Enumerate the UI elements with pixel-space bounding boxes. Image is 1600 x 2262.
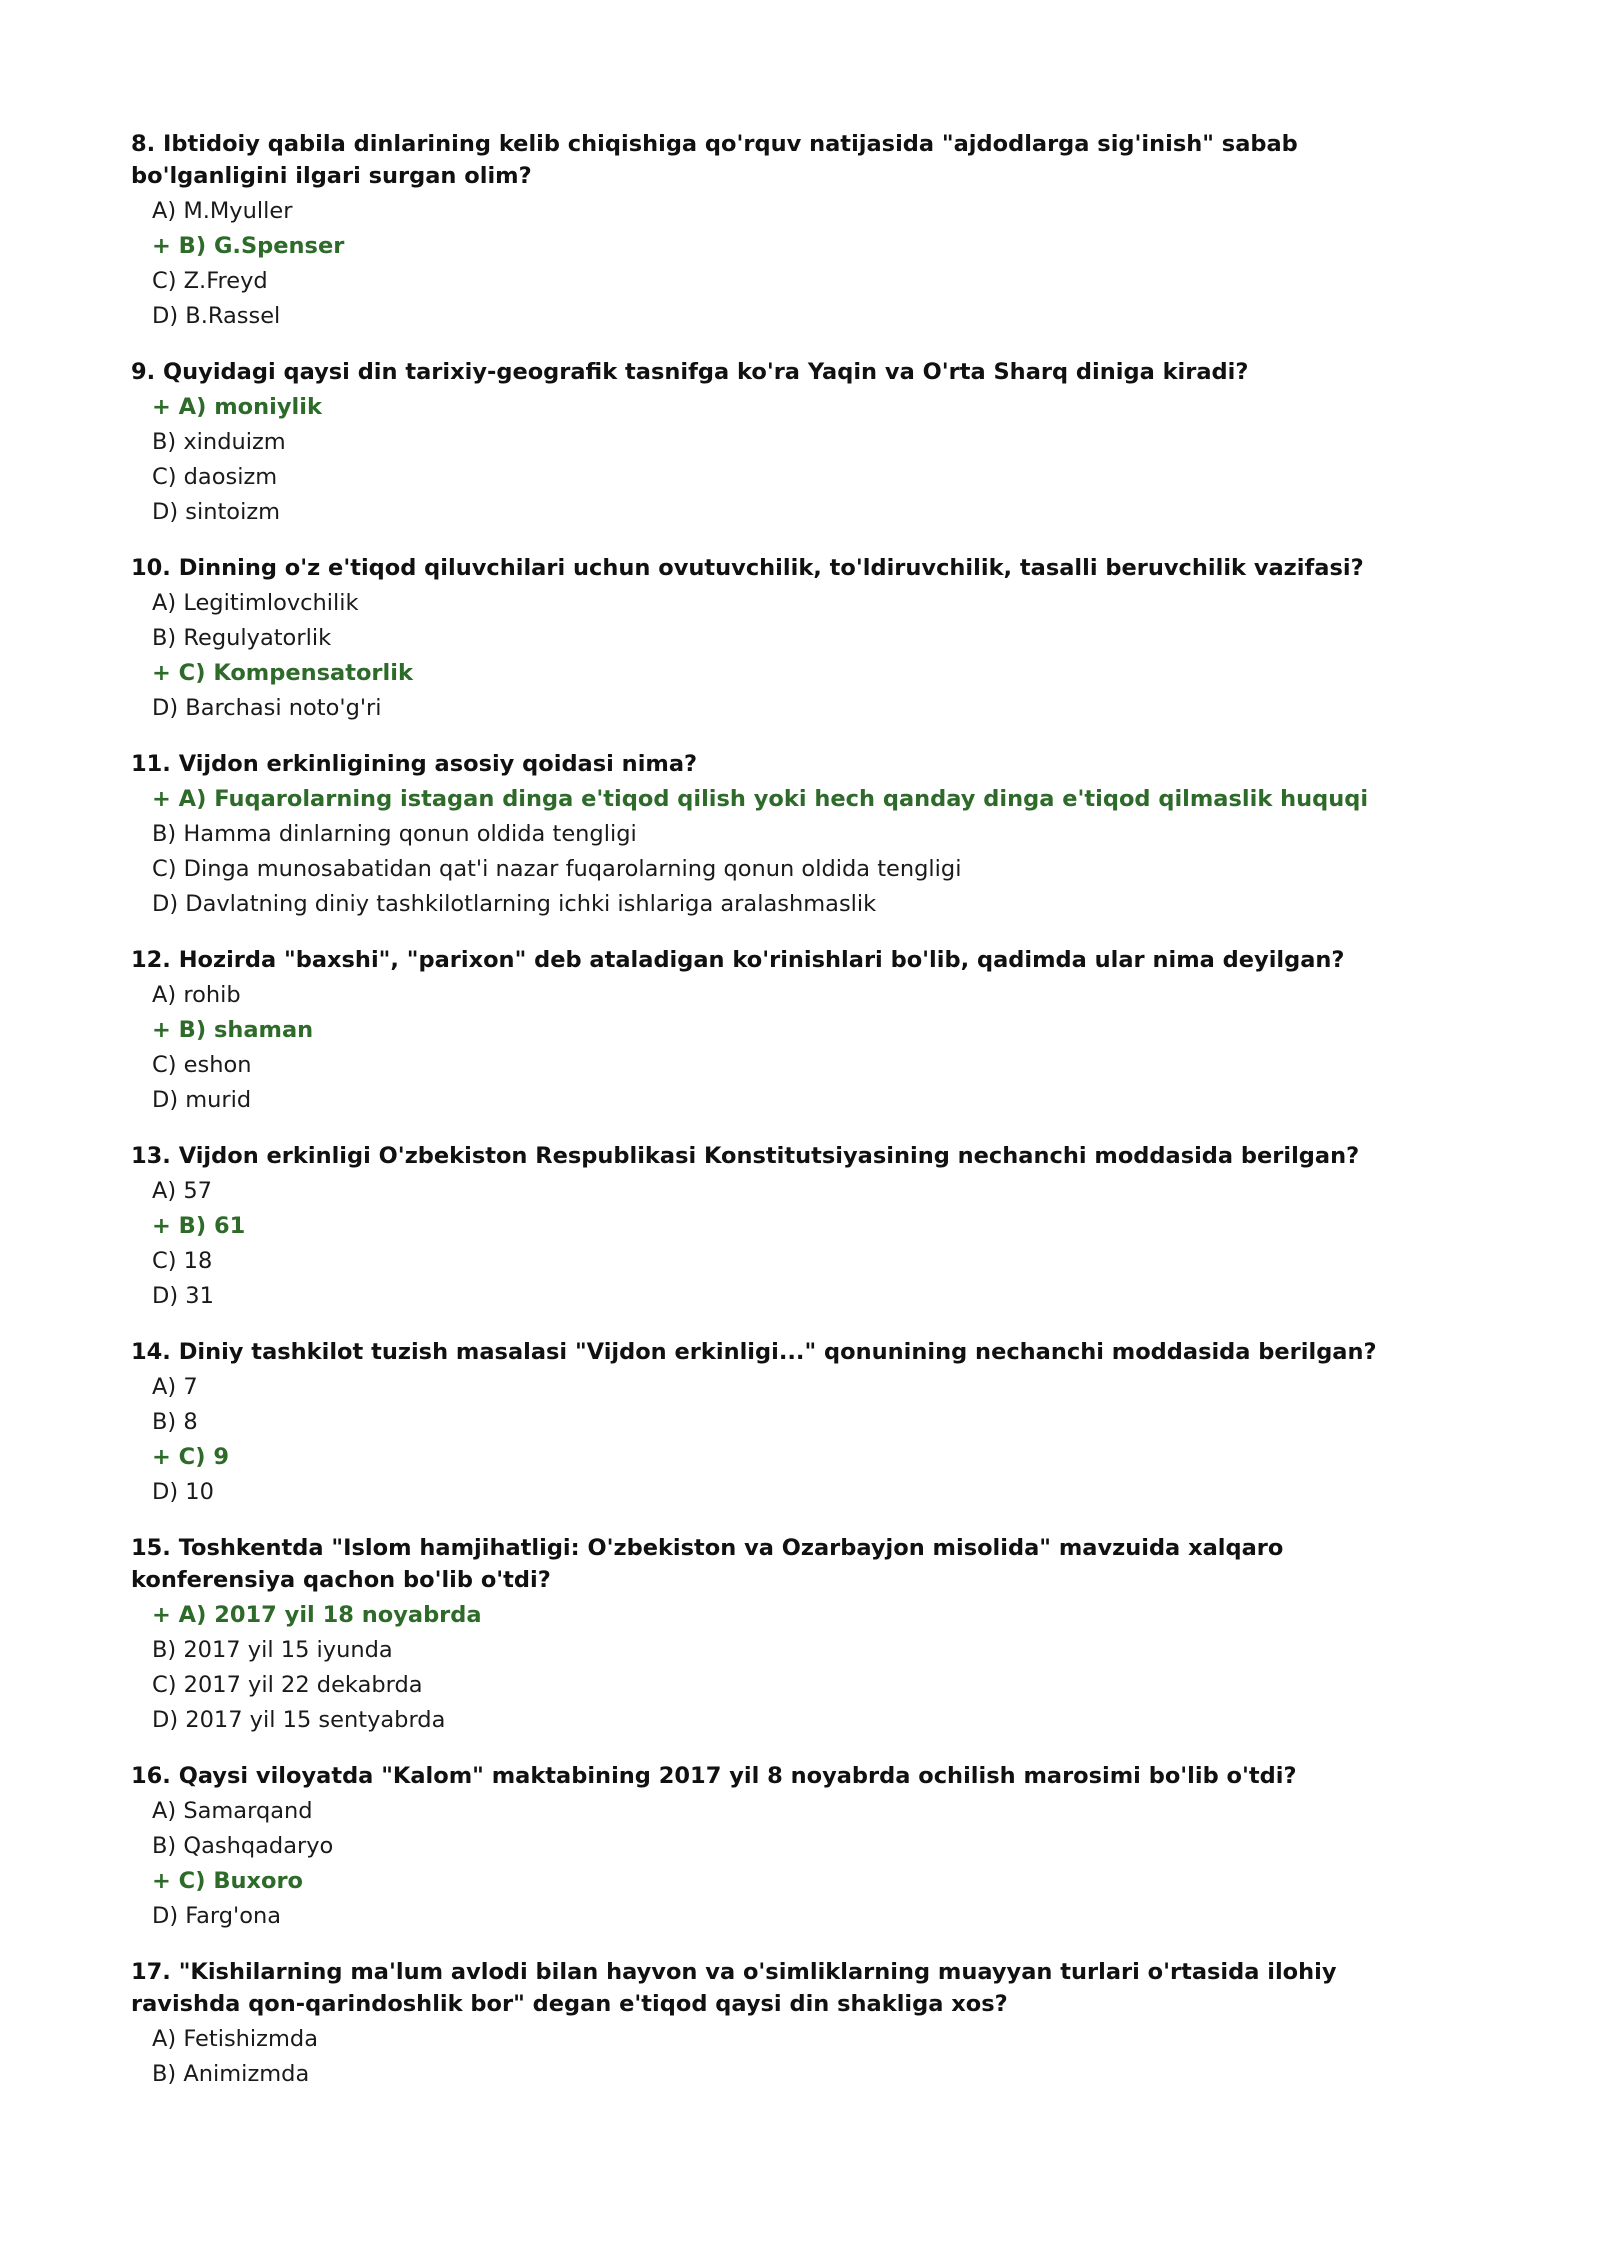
answer-options (131, 1598, 1431, 1738)
question-block (131, 1760, 1431, 1934)
question-text: 14. Diniy tashkilot tuzish masalasi "Vijdon erkinligi..." qonunining nechanchi moddasida berilgan? (131, 1339, 1377, 1365)
correct-answer-option: + A) 2017 yil 18 noyabrda (152, 1602, 482, 1628)
answer-options (131, 194, 1431, 334)
question-block (131, 128, 1431, 334)
question-text: 11. Vijdon erkinligining asosiy qoidasi nima? (131, 751, 698, 777)
answer-option: B) Hamma dinlarning qonun oldida tengligi (152, 821, 637, 847)
correct-answer-option: + B) G.Spenser (152, 233, 345, 259)
question-text: 12. Hozirda "baxshi", "parixon" deb ataladigan ko'rinishlari bo'lib, qadimda ular nima deyilgan? (131, 947, 1345, 973)
answer-option: B) Qashqadaryo (152, 1833, 334, 1859)
answer-option: D) 10 (152, 1479, 214, 1505)
question-block (131, 552, 1431, 726)
answer-option: A) 57 (152, 1178, 212, 1204)
answer-options (131, 1794, 1431, 1934)
answer-options (131, 1370, 1431, 1510)
answer-option: B) 2017 yil 15 iyunda (152, 1637, 393, 1663)
question-block (131, 1140, 1431, 1314)
question-text: 17. "Kishilarning ma'lum avlodi bilan hayvon va o'simliklarning muayyan turlari o'rtasida ilohiy ravishda qon-qarindoshlik bor" degan e'tiqod qaysi din shakliga xos? (131, 1959, 1337, 2017)
question-block (131, 1336, 1431, 1510)
correct-answer-option: + C) Kompensatorlik (152, 660, 413, 686)
answer-option: A) Fetishizmda (152, 2026, 318, 2052)
question-text: 10. Dinning o'z e'tiqod qiluvchilari uchun ovutuvchilik, to'ldiruvchilik, tasalli beruvchilik vazifasi? (131, 555, 1364, 581)
question-block (131, 356, 1431, 530)
answer-option: B) 8 (152, 1409, 198, 1435)
answer-options (131, 978, 1431, 1118)
answer-option: B) Regulyatorlik (152, 625, 332, 651)
answer-option: C) daosizm (152, 464, 278, 490)
answer-option: B) xinduizm (152, 429, 286, 455)
correct-answer-option: + A) moniylik (152, 394, 322, 420)
question-text: 8. Ibtidoiy qabila dinlarining kelib chiqishiga qo'rquv natijasida "ajdodlarga sig'inish" sabab bo'lganligini ilgari surgan olim? (131, 131, 1298, 189)
answer-option: D) sintoizm (152, 499, 281, 525)
answer-options (131, 586, 1431, 726)
answer-options (131, 390, 1431, 530)
answer-option: D) 31 (152, 1283, 214, 1309)
correct-answer-option: + A) Fuqarolarning istagan dinga e'tiqod qilish yoki hech qanday dinga e'tiqod qilmaslik huquqi (152, 786, 1369, 812)
correct-answer-option: + B) 61 (152, 1213, 246, 1239)
question-text: 15. Toshkentda "Islom hamjihatligi: O'zbekiston va Ozarbayjon misolida" mavzuida xalqaro konferensiya qachon bo'lib o'tdi? (131, 1535, 1284, 1593)
question-block (131, 1532, 1431, 1738)
answer-options (131, 2022, 1431, 2092)
answer-option: C) eshon (152, 1052, 252, 1078)
correct-answer-option: + C) 9 (152, 1444, 229, 1470)
answer-option: D) Barchasi noto'g'ri (152, 695, 382, 721)
answer-option: C) 2017 yil 22 dekabrda (152, 1672, 423, 1698)
correct-answer-option: + B) shaman (152, 1017, 314, 1043)
question-block (131, 748, 1431, 922)
question-text: 13. Vijdon erkinligi O'zbekiston Respublikasi Konstitutsiyasining nechanchi moddasida berilgan? (131, 1143, 1360, 1169)
question-block (131, 944, 1431, 1118)
question-text: 9. Quyidagi qaysi din tarixiy-geografik tasnifga ko'ra Yaqin va O'rta Sharq diniga kiradi? (131, 359, 1249, 385)
correct-answer-option: + C) Buxoro (152, 1868, 304, 1894)
answer-option: C) Z.Freyd (152, 268, 268, 294)
answer-option: A) 7 (152, 1374, 198, 1400)
answer-option: C) Dinga munosabatidan qat'i nazar fuqarolarning qonun oldida tengligi (152, 856, 962, 882)
answer-option: A) Legitimlovchilik (152, 590, 359, 616)
answer-option: D) murid (152, 1087, 252, 1113)
answer-option: A) M.Myuller (152, 198, 293, 224)
question-list (131, 128, 1431, 2114)
answer-option: D) Farg'ona (152, 1903, 282, 1929)
answer-option: D) 2017 yil 15 sentyabrda (152, 1707, 446, 1733)
answer-option: D) Davlatning diniy tashkilotlarning ichki ishlariga aralashmaslik (152, 891, 877, 917)
question-block (131, 1956, 1431, 2092)
answer-option: A) rohib (152, 982, 241, 1008)
answer-option: A) Samarqand (152, 1798, 313, 1824)
answer-option: D) B.Rassel (152, 303, 281, 329)
answer-option: C) 18 (152, 1248, 213, 1274)
question-text: 16. Qaysi viloyatda "Kalom" maktabining 2017 yil 8 noyabrda ochilish marosimi bo'lib o'tdi? (131, 1763, 1297, 1789)
answer-option: B) Animizmda (152, 2061, 310, 2087)
answer-options (131, 782, 1431, 922)
answer-options (131, 1174, 1431, 1314)
